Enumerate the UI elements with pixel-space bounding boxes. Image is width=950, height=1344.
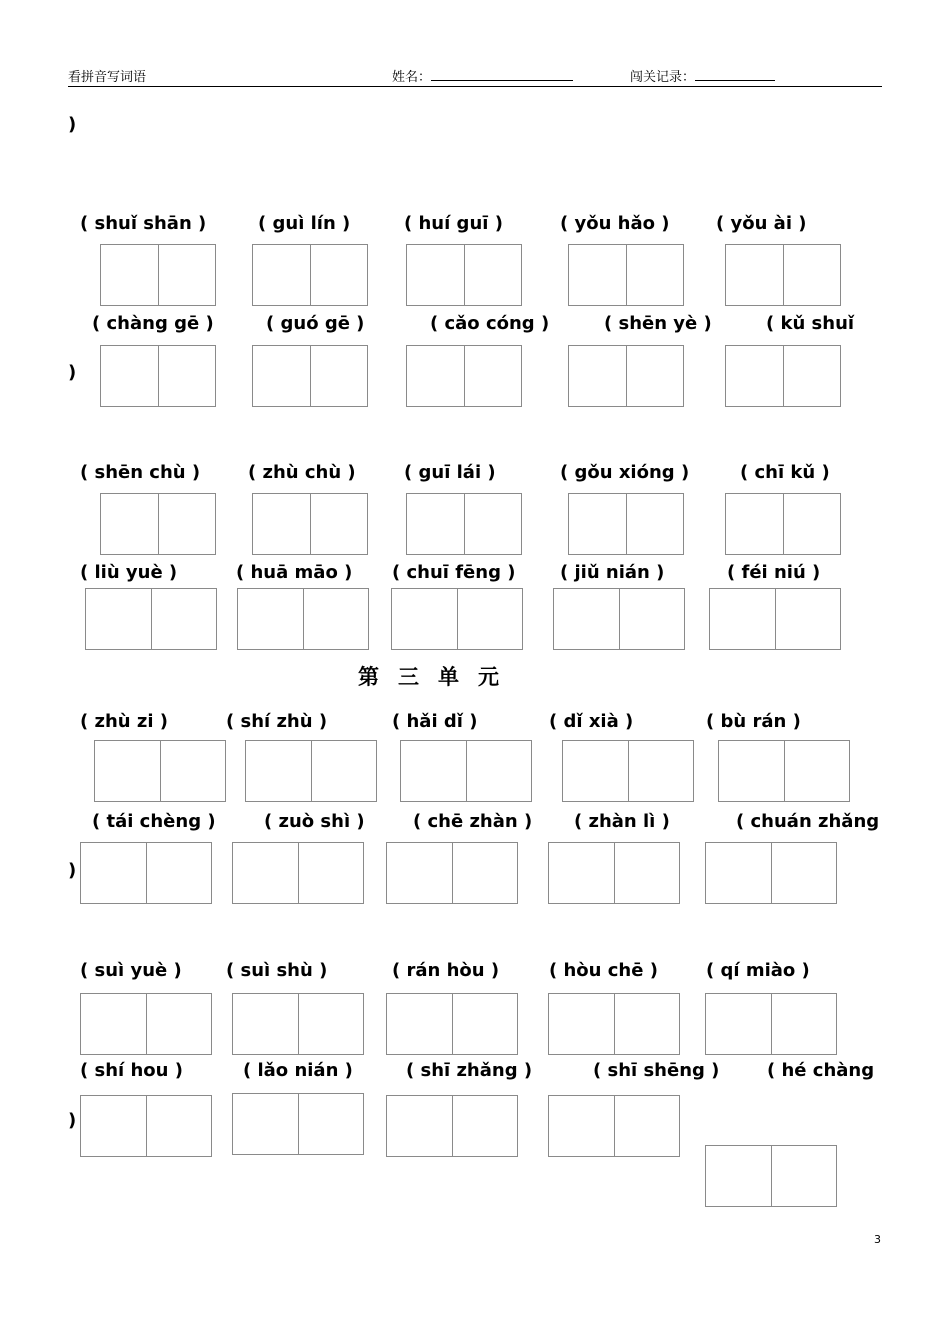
pinyin-label: ( gǒu xióng )	[560, 462, 690, 483]
pinyin-label: ( shí zhù )	[226, 711, 328, 732]
character-box[interactable]	[705, 993, 837, 1055]
character-box[interactable]	[548, 842, 680, 904]
pinyin-label: ( shuǐ shān )	[80, 213, 207, 234]
character-box[interactable]	[252, 493, 368, 555]
pinyin-label: ( jiǔ nián )	[560, 562, 665, 583]
record-label: 闯关记录：	[630, 70, 696, 85]
page-number: 3	[874, 1233, 881, 1246]
character-box[interactable]	[94, 740, 226, 802]
pinyin-label: ( guī lái )	[404, 462, 496, 483]
pinyin-label: ( suì shù )	[226, 960, 328, 981]
unit-heading: 第三单元	[358, 665, 518, 689]
character-box[interactable]	[705, 1145, 837, 1207]
character-box[interactable]	[100, 244, 216, 306]
character-box[interactable]	[252, 345, 368, 407]
character-box[interactable]	[568, 345, 684, 407]
pinyin-label: ( guì lín )	[258, 213, 351, 234]
character-box[interactable]	[80, 1095, 212, 1157]
character-box[interactable]	[725, 345, 841, 407]
character-box[interactable]	[386, 1095, 518, 1157]
pinyin-label: ( shēn chù )	[80, 462, 201, 483]
pinyin-label: ( dǐ xià )	[549, 711, 634, 732]
character-box[interactable]	[232, 993, 364, 1055]
pinyin-label: ( zuò shì )	[264, 811, 365, 832]
pinyin-label: ( hé chàng	[767, 1060, 875, 1081]
character-box[interactable]	[562, 740, 694, 802]
pinyin-label: ( hǎi dǐ )	[392, 711, 478, 732]
pinyin-label: ( chuī fēng )	[392, 562, 516, 583]
name-field[interactable]	[392, 66, 573, 85]
pinyin-label: ( shī zhǎng )	[406, 1060, 533, 1081]
pinyin-label: ( huā māo )	[236, 562, 353, 583]
pinyin-label: ( shí hou )	[80, 1060, 183, 1081]
character-box[interactable]	[548, 1095, 680, 1157]
pinyin-label: ( tái chèng )	[92, 811, 216, 832]
character-box[interactable]	[406, 493, 522, 555]
pinyin-label: ( shī shēng )	[593, 1060, 720, 1081]
wrapped-paren: )	[68, 362, 77, 383]
character-box[interactable]	[725, 493, 841, 555]
pinyin-label: ( guó gē )	[266, 313, 365, 334]
character-box[interactable]	[568, 244, 684, 306]
character-box[interactable]	[245, 740, 377, 802]
character-box[interactable]	[548, 993, 680, 1055]
character-box[interactable]	[391, 588, 523, 650]
character-box[interactable]	[80, 842, 212, 904]
pinyin-label: ( yǒu hǎo )	[560, 213, 670, 234]
character-box[interactable]	[252, 244, 368, 306]
character-box[interactable]	[85, 588, 217, 650]
pinyin-label: ( bù rán )	[706, 711, 801, 732]
character-box[interactable]	[709, 588, 841, 650]
wrapped-paren: )	[68, 1110, 77, 1131]
character-box[interactable]	[100, 345, 216, 407]
character-box[interactable]	[237, 588, 369, 650]
record-blank[interactable]	[695, 68, 775, 81]
pinyin-label: ( liù yuè )	[80, 562, 178, 583]
pinyin-label: ( chuán zhǎng	[736, 811, 880, 832]
character-box[interactable]	[100, 493, 216, 555]
character-box[interactable]	[386, 842, 518, 904]
pinyin-label: ( chē zhàn )	[413, 811, 533, 832]
name-blank[interactable]	[431, 68, 573, 81]
pinyin-label: ( lǎo nián )	[243, 1060, 353, 1081]
character-box[interactable]	[553, 588, 685, 650]
pinyin-label: ( rán hòu )	[392, 960, 500, 981]
header-rule	[68, 86, 882, 87]
pinyin-label: ( zhàn lì )	[574, 811, 670, 832]
character-box[interactable]	[568, 493, 684, 555]
record-field[interactable]	[630, 66, 775, 85]
pinyin-label: ( zhù zi )	[80, 711, 169, 732]
character-box[interactable]	[705, 842, 837, 904]
pinyin-label: ( chàng gē )	[92, 313, 214, 334]
character-box[interactable]	[406, 244, 522, 306]
character-box[interactable]	[80, 993, 212, 1055]
pinyin-label: ( qí miào )	[706, 960, 810, 981]
character-box[interactable]	[725, 244, 841, 306]
pinyin-label: ( chī kǔ )	[740, 462, 830, 483]
pinyin-label: ( suì yuè )	[80, 960, 182, 981]
pinyin-label: ( kǔ shuǐ	[766, 313, 855, 334]
continuation-paren: )	[68, 114, 77, 135]
character-box[interactable]	[400, 740, 532, 802]
pinyin-label: ( cǎo cóng )	[430, 313, 550, 334]
pinyin-label: ( féi niú )	[727, 562, 821, 583]
pinyin-label: ( hòu chē )	[549, 960, 658, 981]
character-box[interactable]	[406, 345, 522, 407]
pinyin-label: ( zhù chù )	[248, 462, 356, 483]
pinyin-label: ( shēn yè )	[604, 313, 712, 334]
wrapped-paren: )	[68, 860, 77, 881]
character-box[interactable]	[718, 740, 850, 802]
character-box[interactable]	[386, 993, 518, 1055]
pinyin-label: ( huí guī )	[404, 213, 503, 234]
character-box[interactable]	[232, 842, 364, 904]
pinyin-label: ( yǒu ài )	[716, 213, 807, 234]
worksheet-title: 看拼音写词语	[68, 70, 147, 85]
character-box[interactable]	[232, 1093, 364, 1155]
name-label: 姓名：	[392, 70, 432, 85]
